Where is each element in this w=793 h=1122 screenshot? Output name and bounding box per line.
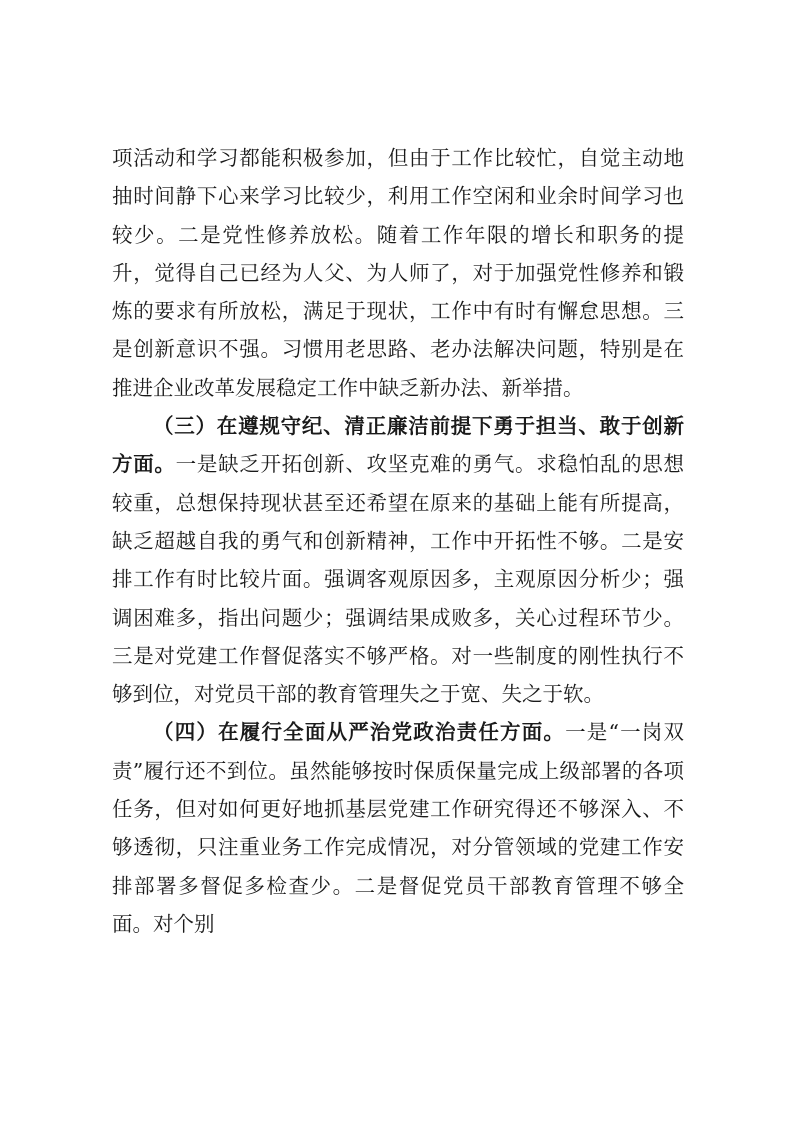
section-3-heading: （三）在遵规守纪、清正廉洁前提下勇于担当、敢于创新方面。 — [112, 414, 684, 477]
section-3-text: 一是缺乏开拓创新、攻坚克难的勇气。求稳怕乱的思想较重，总想保持现状甚至还希望在原来的基础上能有所提高，缺乏超越自我的勇气和创新精神，工作中开拓性不够。二是安排工作有时比较片面。强调客观原因多，主观原因分析少；强调困难多，指出问题少；强调结果成败多，关心过程环节少。三是对党建工作督促落实不够严格。对一些制度的刚性执行不够到位，对党员干部的教育管理失之于宽、失之于软。 — [112, 452, 685, 707]
paragraph-section-3 — [112, 407, 684, 713]
paragraph-section-4 — [112, 713, 684, 943]
section-4-text: 一是“一岗双责”履行还不到位。虽然能够按时保质保量完成上级部署的各项任务，但对如何更好地抓基层党建工作研究得还不够深入、不够透彻，只注重业务工作完成情况，对分管领域的党建工作安排部署多督促多检查少。二是督促党员干部教育管理不够全面。对个别 — [112, 720, 684, 936]
section-4-heading: （四）在履行全面从严治党政治责任方面。 — [153, 720, 566, 745]
paragraph-text: 项活动和学习都能积极参加，但由于工作比较忙，自觉主动地抽时间静下心来学习比较少，利用工作空闲和业余时间学习也较少。二是党性修养放松。随着工作年限的增长和职务的提升，觉得自己已经为人父、为人师了，对于加强党性修养和锻炼的要求有所放松，满足于现状，工作中有时有懈怠思想。三是创新意识不强。习惯用老思路、老办法解决问题，特别是在推进企业改革发展稳定工作中缺乏新办法、新举措。 — [112, 146, 684, 400]
document-body — [112, 139, 684, 943]
paragraph-continuation — [112, 139, 684, 407]
